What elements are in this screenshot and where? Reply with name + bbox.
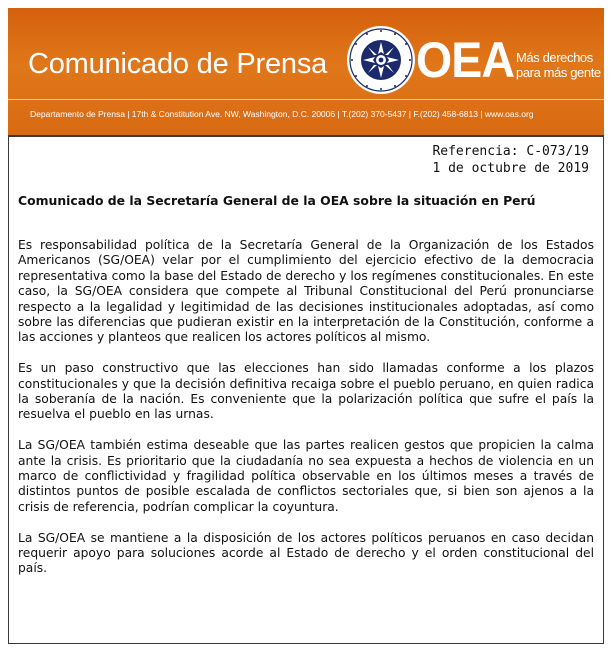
tagline: [516, 50, 602, 80]
reference-block: [432, 143, 589, 177]
paragraph: La SG/OEA también estima deseable que las partes realicen gestos que propicien la calma ante la crisis. Es prioritario que la ciudadanía no sea expuesta a hechos de violencia en un marco de conflictividad y fragilidad política observable en los últimos meses a través de distintos puntos de posible escalada de conflictos sectoriales que, si bien son ajenos a la crisis de referencia, podrían complicar la coyuntura.: [18, 438, 594, 514]
oea-logo-text: OEA: [416, 32, 514, 88]
release-date: 1 de octubre de 2019: [432, 161, 589, 176]
paragraph: Es responsabilidad política de la Secretaría General de la Organización de los Estados Americanos (SG/OEA) velar por el cumplimiento del ejercicio efectivo de la democracia representativa como la base del Estado de derecho y los regímenes constitucionales. En este caso, la SG/OEA considera que compete al Tribunal Constitucional del Perú pronunciarse respecto a la legalidad y legitimidad de las decisiones institucionales adoptadas, así como sobre las diferencias que pudieran existir en la interpretación de la Constitución, conforme a las acciones y planteos que realicen los actores políticos al mismo.: [18, 238, 594, 345]
oas-seal-icon: [345, 24, 417, 96]
page-title: Comunicado de Prensa: [28, 48, 328, 80]
contact-address: Departamento de Prensa | 17th & Constitution Ave. NW, Washington, D.C. 20006 | T.(202) 370-5437 | F.(202) 458-6813 | www.oas.org: [30, 109, 534, 119]
tagline-line-1: Más derechos: [516, 50, 593, 65]
paragraph: Es un paso constructivo que las elecciones han sido llamadas conforme a los plazos constitucionales y que la decisión definitiva recaiga sobre el pueblo peruano, en quien radica la soberanía de la nación. Es conveniente que la polarización política que sufre el país la resuelva el pueblo en las urnas.: [18, 361, 594, 422]
header-banner: [8, 8, 604, 135]
document-title: Comunicado de la Secretaría General de la OEA sobre la situación en Perú: [18, 193, 536, 208]
header-divider: [8, 99, 604, 100]
document-text: [18, 238, 594, 592]
document-body: [8, 135, 604, 644]
reference-number: Referencia: C-073/19: [432, 144, 589, 159]
tagline-line-2: para más gente: [516, 65, 601, 80]
paragraph: La SG/OEA se mantiene a la disposición de los actores políticos peruanos en caso decidan requerir apoyo para soluciones acorde al Estado de derecho y el orden constitucional del país.: [18, 530, 594, 576]
